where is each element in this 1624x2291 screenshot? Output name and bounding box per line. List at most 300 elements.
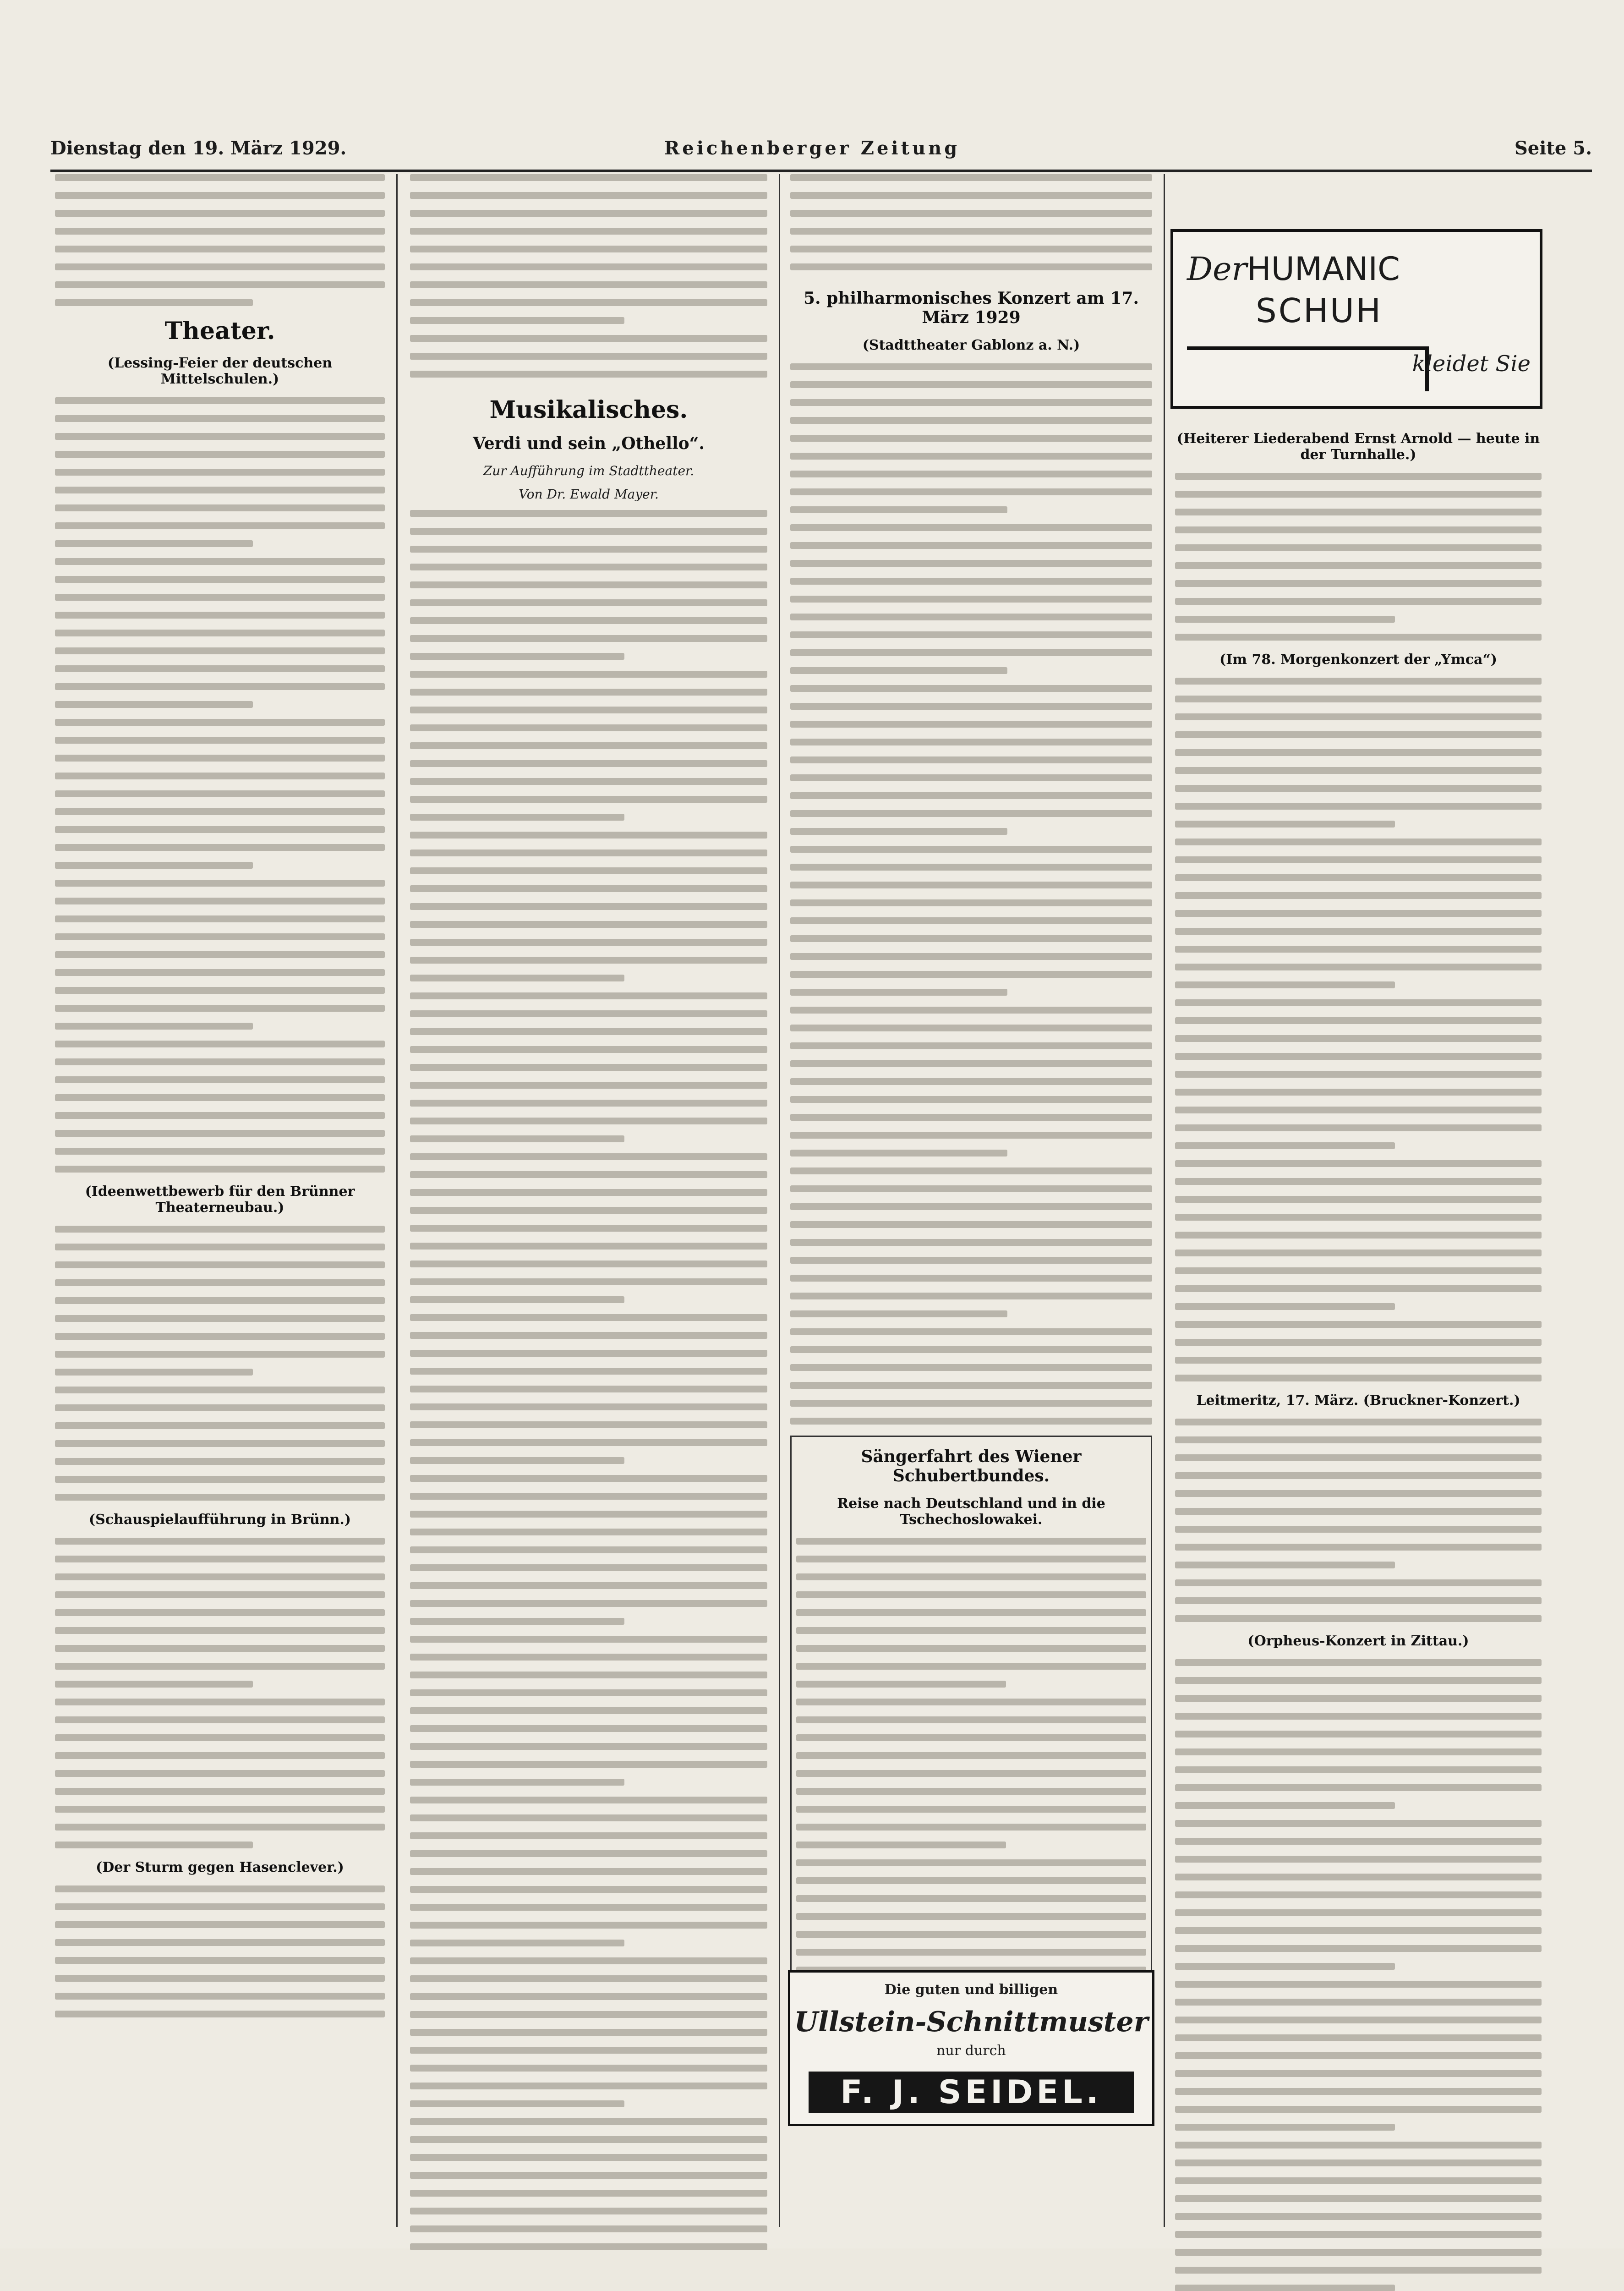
article-body xyxy=(410,174,767,378)
text-line xyxy=(410,724,767,731)
text-line xyxy=(410,1707,767,1714)
page-header xyxy=(50,137,1592,165)
text-line xyxy=(790,1221,1152,1228)
text-line xyxy=(410,1975,767,1982)
text-line xyxy=(55,1244,385,1250)
text-line xyxy=(410,992,767,999)
text-line xyxy=(55,1609,385,1616)
text-line xyxy=(55,2011,385,2017)
text-line xyxy=(410,832,767,839)
humanic-line1: DerHUMANIC xyxy=(1187,250,1400,288)
text-line xyxy=(1175,1267,1542,1274)
column-1 xyxy=(55,174,385,2028)
text-line xyxy=(410,2225,767,2232)
text-line xyxy=(1175,2124,1395,2131)
text-line xyxy=(1175,1339,1542,1346)
text-line xyxy=(1175,1303,1395,1310)
text-line xyxy=(790,488,1152,495)
text-line xyxy=(790,1132,1152,1139)
text-line xyxy=(796,1824,1146,1831)
text-line xyxy=(55,1440,385,1447)
text-line xyxy=(1175,1856,1542,1863)
text-line xyxy=(55,1975,385,1982)
text-line xyxy=(796,1842,1006,1848)
text-line xyxy=(790,560,1152,567)
text-line xyxy=(790,953,1152,960)
text-line xyxy=(1175,731,1542,738)
text-line xyxy=(1175,749,1542,756)
text-line xyxy=(790,649,1152,656)
text-line xyxy=(1175,1035,1542,1042)
text-line xyxy=(1175,1071,1542,1078)
text-line xyxy=(790,578,1152,585)
text-line xyxy=(410,903,767,910)
text-line xyxy=(1175,1472,1542,1479)
text-line xyxy=(410,921,767,928)
text-line xyxy=(796,1734,1146,1741)
article-body xyxy=(1175,678,1542,1381)
article-body xyxy=(55,397,385,1173)
text-line xyxy=(410,1761,767,1768)
text-line xyxy=(55,1573,385,1580)
text-line xyxy=(1175,713,1542,720)
text-line xyxy=(1175,1909,1542,1916)
text-line xyxy=(790,685,1152,692)
text-line xyxy=(55,1716,385,1723)
text-line xyxy=(410,1725,767,1732)
column-divider xyxy=(396,174,398,2227)
text-line xyxy=(1175,1579,1542,1586)
text-line xyxy=(790,1114,1152,1121)
text-line xyxy=(55,1939,385,1946)
text-line xyxy=(55,1842,253,1848)
text-line xyxy=(55,576,385,583)
text-line xyxy=(790,810,1152,817)
text-line xyxy=(790,435,1152,442)
text-line xyxy=(1175,2231,1542,2238)
text-line xyxy=(790,399,1152,406)
text-line xyxy=(410,1546,767,1553)
text-line xyxy=(55,1351,385,1358)
subheading-stadttheater: Zur Aufführung im Stadttheater. xyxy=(483,463,694,478)
text-line xyxy=(1175,1160,1542,1167)
subheading-ideenwettbewerb: (Ideenwettbewerb für den Brünner Theaterneubau.) xyxy=(85,1184,355,1216)
text-line xyxy=(1175,1214,1542,1221)
text-line xyxy=(410,281,767,288)
text-line xyxy=(410,2047,767,2054)
text-line xyxy=(410,1475,767,1482)
text-line xyxy=(410,1797,767,1803)
text-line xyxy=(410,1153,767,1160)
text-line xyxy=(790,917,1152,924)
subheading-leitmeritz: Leitmeritz, 17. März. (Bruckner-Konzert.) xyxy=(1196,1392,1520,1409)
text-line xyxy=(55,558,385,565)
text-line xyxy=(1175,562,1542,569)
text-line xyxy=(1175,1017,1542,1024)
text-line xyxy=(1175,1142,1395,1149)
text-line xyxy=(410,1832,767,1839)
text-line xyxy=(1175,2070,1542,2077)
text-line xyxy=(410,2190,767,2197)
text-line xyxy=(790,1167,1152,1174)
text-line xyxy=(55,1556,385,1562)
text-line xyxy=(796,1770,1146,1777)
text-line xyxy=(1175,1508,1542,1515)
text-line xyxy=(410,335,767,342)
text-line xyxy=(55,1752,385,1759)
text-line xyxy=(1175,2213,1542,2220)
text-line xyxy=(55,1806,385,1813)
text-line xyxy=(1175,1820,1542,1827)
text-line xyxy=(410,353,767,360)
text-line xyxy=(790,542,1152,549)
text-line xyxy=(790,1418,1152,1425)
text-line xyxy=(1175,1436,1542,1443)
text-line xyxy=(410,1564,767,1571)
text-line xyxy=(55,1166,385,1173)
text-line xyxy=(1175,1232,1542,1239)
text-line xyxy=(410,1135,624,1142)
text-line xyxy=(410,299,767,306)
text-line xyxy=(1175,1178,1542,1185)
text-line xyxy=(1175,526,1542,533)
text-line xyxy=(796,1645,1146,1652)
section-heading-theater: Theater. xyxy=(164,317,275,345)
text-line xyxy=(1175,2088,1542,2095)
text-line xyxy=(410,1189,767,1196)
text-line xyxy=(1175,1124,1542,1131)
text-line xyxy=(1175,910,1542,917)
text-line xyxy=(410,1779,624,1786)
text-line xyxy=(1175,580,1542,587)
text-line xyxy=(1175,1544,1542,1551)
text-line xyxy=(796,1556,1146,1562)
text-line xyxy=(790,1400,1152,1407)
text-line xyxy=(55,755,385,762)
text-line xyxy=(790,1096,1152,1103)
text-line xyxy=(796,1949,1146,1956)
text-line xyxy=(1175,1999,1542,2006)
text-line xyxy=(1175,1891,1542,1898)
text-line xyxy=(410,671,767,678)
text-line xyxy=(55,1112,385,1119)
text-line xyxy=(790,363,1152,370)
seidel-line2: Ullstein-Schnittmuster xyxy=(794,2006,1148,2038)
text-line xyxy=(410,796,767,803)
text-line xyxy=(790,774,1152,781)
text-line xyxy=(1175,1838,1542,1845)
text-line xyxy=(1175,999,1542,1006)
text-line xyxy=(55,737,385,744)
text-line xyxy=(790,882,1152,888)
text-line xyxy=(790,453,1152,460)
text-line xyxy=(410,778,767,785)
text-line xyxy=(55,522,385,529)
text-line xyxy=(1175,1615,1542,1622)
text-line xyxy=(410,192,767,199)
text-line xyxy=(1175,981,1395,988)
text-line xyxy=(55,451,385,458)
text-line xyxy=(55,1148,385,1155)
text-line xyxy=(1175,839,1542,845)
text-line xyxy=(790,971,1152,978)
text-line xyxy=(1175,1677,1542,1684)
text-line xyxy=(796,1716,1146,1723)
text-line xyxy=(410,1618,624,1625)
text-line xyxy=(55,1903,385,1910)
text-line xyxy=(55,1993,385,2000)
text-line xyxy=(1175,1597,1542,1604)
text-line xyxy=(55,701,253,708)
text-line xyxy=(1175,1053,1542,1060)
text-line xyxy=(410,1314,767,1321)
text-line xyxy=(410,1296,624,1303)
subheading-schauspiel: (Schauspielaufführung in Brünn.) xyxy=(88,1512,351,1528)
text-line xyxy=(1175,473,1542,480)
text-line xyxy=(410,510,767,517)
text-line xyxy=(55,1770,385,1777)
text-line xyxy=(1175,1927,1542,1934)
text-line xyxy=(55,951,385,958)
text-line xyxy=(410,317,624,324)
text-line xyxy=(790,263,1152,270)
text-line xyxy=(790,1257,1152,1264)
text-line xyxy=(796,1591,1146,1598)
text-line xyxy=(55,790,385,797)
text-line xyxy=(796,1931,1146,1938)
text-line xyxy=(55,719,385,726)
humanic-line3: kleidet Sie xyxy=(1412,351,1531,377)
subheading-liederabend: (Heiterer Liederabend Ernst Arnold — heute in der Turnhalle.) xyxy=(1176,431,1540,463)
text-line xyxy=(410,1243,767,1250)
text-line xyxy=(410,1171,767,1178)
text-line xyxy=(1175,2159,1542,2166)
text-line xyxy=(410,228,767,235)
text-line xyxy=(1175,874,1542,881)
text-line xyxy=(55,665,385,672)
text-line xyxy=(790,471,1152,477)
text-line xyxy=(1175,1945,1542,1952)
text-line xyxy=(55,504,385,511)
text-line xyxy=(55,1734,385,1741)
text-line xyxy=(1175,785,1542,792)
text-line xyxy=(410,653,624,660)
text-line xyxy=(55,540,253,547)
text-line xyxy=(410,1368,767,1375)
seidel-line4: F. J. SEIDEL. xyxy=(809,2072,1134,2113)
text-line xyxy=(410,2172,767,2179)
text-line xyxy=(1175,2106,1542,2113)
text-line xyxy=(55,1663,385,1670)
text-line xyxy=(790,210,1152,217)
text-line xyxy=(1175,2052,1542,2059)
text-line xyxy=(55,1023,253,1030)
text-line xyxy=(55,933,385,940)
article-body xyxy=(790,363,1152,1425)
text-line xyxy=(410,742,767,749)
text-line xyxy=(410,939,767,946)
text-line xyxy=(55,433,385,440)
text-line xyxy=(1175,1454,1542,1461)
text-line xyxy=(410,1403,767,1410)
text-line xyxy=(1175,509,1542,515)
subheading-morgenkonzert: (Im 78. Morgenkonzert der „Ymca“) xyxy=(1219,652,1497,668)
text-line xyxy=(410,1278,767,1285)
column-2 xyxy=(410,174,767,2261)
text-line xyxy=(1175,1731,1542,1737)
text-line xyxy=(55,844,385,851)
text-line xyxy=(410,599,767,606)
text-line xyxy=(1175,1357,1542,1364)
text-line xyxy=(410,174,767,181)
text-line xyxy=(1175,821,1395,828)
text-line xyxy=(1175,1419,1542,1425)
text-line xyxy=(55,469,385,476)
text-line xyxy=(55,987,385,994)
text-line xyxy=(1175,2142,1542,2148)
text-line xyxy=(1175,1981,1542,1988)
text-line xyxy=(410,1350,767,1357)
text-line xyxy=(1175,1490,1542,1497)
text-line xyxy=(1175,1713,1542,1720)
text-line xyxy=(1175,2195,1542,2202)
text-line xyxy=(410,2011,767,2018)
text-line xyxy=(1175,544,1542,551)
text-line xyxy=(410,1421,767,1428)
text-line xyxy=(790,1060,1152,1067)
text-line xyxy=(1175,1748,1542,1755)
text-line xyxy=(1175,892,1542,899)
text-line xyxy=(796,1573,1146,1580)
text-line xyxy=(790,1346,1152,1353)
text-line xyxy=(410,1064,767,1071)
text-line xyxy=(1175,598,1542,605)
text-line xyxy=(790,739,1152,745)
text-line xyxy=(790,667,1007,674)
text-line xyxy=(55,1476,385,1483)
text-line xyxy=(1175,803,1542,810)
text-line xyxy=(410,850,767,856)
text-line xyxy=(796,1877,1146,1884)
text-line xyxy=(55,1494,385,1501)
text-line xyxy=(790,614,1152,620)
text-line xyxy=(790,792,1152,799)
text-line xyxy=(790,1310,1007,1317)
text-line xyxy=(410,210,767,217)
text-line xyxy=(55,1041,385,1047)
text-line xyxy=(1175,1107,1542,1113)
text-line xyxy=(55,1297,385,1304)
article-body xyxy=(790,174,1152,270)
text-line xyxy=(410,1636,767,1643)
text-line xyxy=(55,630,385,636)
text-line xyxy=(410,371,767,378)
text-line xyxy=(55,1627,385,1634)
text-line xyxy=(410,707,767,713)
text-line xyxy=(410,2154,767,2161)
subheading-gablonz: (Stadttheater Gablonz a. N.) xyxy=(862,337,1080,353)
text-line xyxy=(410,760,767,767)
text-line xyxy=(55,1094,385,1101)
text-line xyxy=(1175,2267,1542,2274)
section-heading-musik: Musikalisches. xyxy=(489,396,688,424)
text-line xyxy=(790,246,1152,252)
text-line xyxy=(55,1369,253,1376)
text-line xyxy=(410,1868,767,1875)
text-line xyxy=(410,1850,767,1857)
text-line xyxy=(55,1279,385,1286)
text-line xyxy=(410,2100,624,2107)
text-line xyxy=(55,397,385,404)
text-line xyxy=(410,1493,767,1500)
text-line xyxy=(410,1386,767,1392)
text-line xyxy=(410,1046,767,1053)
text-line xyxy=(796,1663,1146,1670)
text-line xyxy=(410,1600,767,1607)
text-line xyxy=(410,885,767,892)
text-line xyxy=(410,246,767,252)
seidel-line3: nur durch xyxy=(936,2043,1006,2059)
text-line xyxy=(410,1993,767,2000)
text-line xyxy=(410,1582,767,1589)
text-line xyxy=(410,263,767,270)
text-line xyxy=(55,1788,385,1795)
text-line xyxy=(55,1005,385,1012)
text-line xyxy=(1175,1802,1395,1809)
text-line xyxy=(1175,1766,1542,1773)
text-line xyxy=(55,1422,385,1429)
text-line xyxy=(796,1699,1146,1705)
text-line xyxy=(1175,1285,1542,1292)
text-line xyxy=(410,957,767,964)
text-line xyxy=(410,1814,767,1821)
text-line xyxy=(410,867,767,874)
issue-date: Dienstag den 19. März 1929. xyxy=(50,137,347,159)
text-line xyxy=(790,228,1152,235)
text-line xyxy=(1175,634,1542,641)
text-line xyxy=(55,969,385,976)
subheading-reise: Reise nach Deutschland und in die Tschechoslowakei. xyxy=(837,1496,1105,1528)
text-line xyxy=(790,989,1007,996)
text-line xyxy=(410,2065,767,2072)
text-line xyxy=(55,808,385,815)
text-line xyxy=(790,1364,1152,1371)
text-line xyxy=(790,1078,1152,1085)
text-line xyxy=(796,1913,1146,1920)
humanic-advertisement xyxy=(1170,229,1542,409)
text-line xyxy=(410,1457,624,1464)
text-line xyxy=(55,1315,385,1322)
text-line xyxy=(410,1957,767,1964)
text-line xyxy=(790,1328,1152,1335)
text-line xyxy=(55,1058,385,1065)
text-line xyxy=(55,1538,385,1545)
text-line xyxy=(790,828,1007,835)
text-line xyxy=(55,1458,385,1465)
text-line xyxy=(1175,616,1395,623)
text-line xyxy=(55,415,385,422)
text-line xyxy=(790,381,1152,388)
text-line xyxy=(55,1885,385,1892)
text-line xyxy=(410,1529,767,1535)
text-line xyxy=(410,1439,767,1446)
text-line xyxy=(55,612,385,619)
humanic-stair-graphic xyxy=(1187,346,1429,391)
text-line xyxy=(55,1681,253,1688)
text-line xyxy=(410,2243,767,2250)
text-line xyxy=(55,487,385,493)
text-line xyxy=(790,1293,1152,1299)
